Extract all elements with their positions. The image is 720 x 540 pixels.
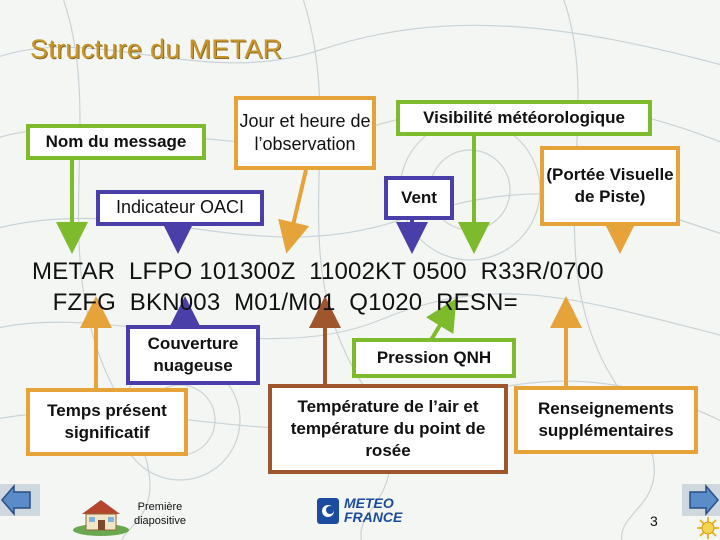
meteo-france-logo-text [344, 496, 402, 524]
metar-line-2: FZFG BKN003 M01/M01 Q1020 RESN= [32, 289, 518, 316]
home-icon[interactable] [72, 494, 130, 536]
box-renseignements-label: Renseignements supplémentaires [537, 398, 675, 440]
box-renseignements [514, 386, 698, 454]
metar-code [32, 256, 604, 318]
box-vent-label: Vent [401, 187, 437, 207]
box-indicateur-oaci [96, 190, 264, 226]
box-visibilite [396, 100, 652, 136]
box-pression-qnh [352, 338, 516, 378]
box-vent [384, 176, 454, 220]
box-visibilite-label: Visibilité météorologique [423, 107, 625, 127]
box-nom-du-message-label: Nom du message [45, 131, 187, 151]
logo-line-1: METEO [344, 495, 394, 511]
box-portee-visuelle [540, 146, 680, 226]
slide-title: Structure du METAR [30, 34, 283, 64]
box-portee-visuelle-label: (Portée Visuelle de Piste) [546, 164, 674, 206]
box-temperature-label: Température de l’air et température du point de rosée [290, 396, 486, 461]
box-couverture-nuageuse [126, 325, 260, 385]
box-nom-du-message [26, 124, 206, 160]
box-jour-et-heure-label: Jour et heure de l’observation [239, 110, 371, 154]
box-pression-qnh-label: Pression QNH [376, 347, 492, 367]
box-temperature [268, 384, 508, 474]
home-link-label[interactable]: Première diapositive [134, 501, 186, 527]
metar-line-1: METAR LFPO 101300Z 11002KT 0500 R33R/0700 [32, 258, 604, 285]
forward-arrow-icon[interactable] [682, 484, 720, 516]
meteo-france-logo-icon [316, 497, 340, 525]
box-couverture-nuageuse-label: Couverture nuageuse [147, 333, 239, 375]
box-temps-present-label: Temps présent significatif [47, 400, 167, 442]
box-jour-et-heure [234, 96, 376, 170]
page-number: 3 [650, 513, 658, 529]
box-indicateur-oaci-label: Indicateur OACI [115, 197, 245, 218]
logo-line-2: FRANCE [344, 509, 403, 525]
sun-icon [696, 516, 720, 540]
box-temps-present [26, 388, 188, 456]
back-arrow-icon[interactable] [0, 484, 40, 516]
